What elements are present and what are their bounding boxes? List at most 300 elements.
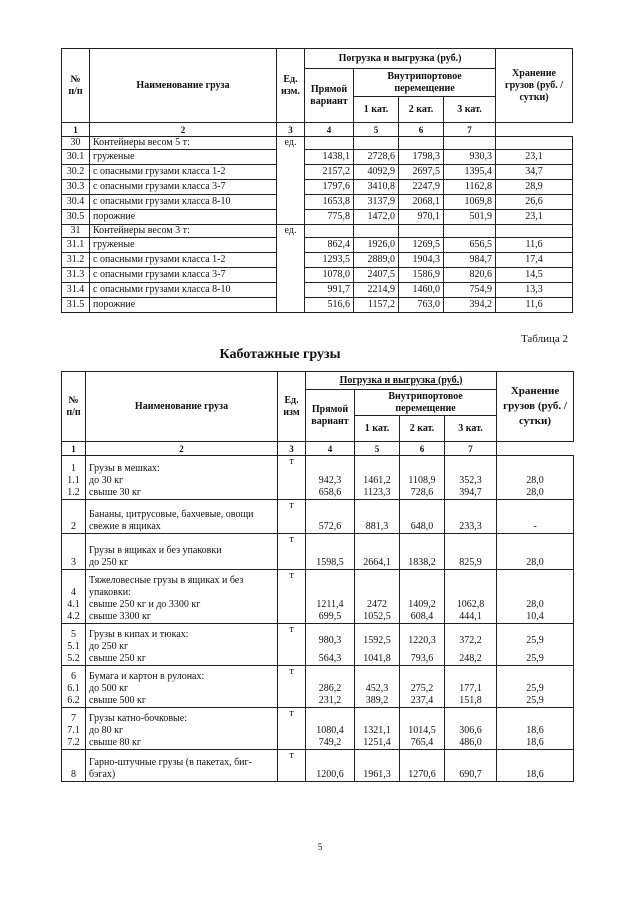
cargo-name: Грузы катно-бочковые:	[89, 713, 187, 724]
value: 25,9	[526, 683, 544, 694]
cargo-name: порожние	[90, 298, 277, 313]
unit-cell: т	[278, 750, 306, 782]
value-cell: 23,1	[496, 210, 573, 225]
header-internal: Внутрипортовое перемещение	[355, 390, 497, 416]
unit-cell: т	[278, 708, 306, 750]
coastal-cargo-table-body	[62, 456, 574, 782]
value: 980,3	[318, 635, 342, 646]
table-row	[62, 165, 573, 180]
value-cell: 516,6	[305, 298, 354, 313]
cargo-name: с опасными грузами класса 3-7	[90, 180, 277, 195]
value-cell: 2214,9	[354, 283, 399, 298]
table-row	[62, 268, 573, 283]
row-number-cell	[62, 570, 86, 624]
value-cell	[306, 708, 355, 750]
value-cell: 28,9	[496, 180, 573, 195]
cargo-name: свыше 30 кг	[89, 487, 141, 498]
table-row	[62, 570, 574, 624]
value-cell	[496, 225, 573, 238]
table-row	[62, 180, 573, 195]
cargo-name: Грузы в кипах и тюках:	[89, 629, 189, 640]
value: 1014,5	[408, 725, 436, 736]
value-cell	[497, 708, 574, 750]
cargo-name: Контейнеры весом 5 т:	[90, 137, 277, 150]
table-row	[62, 534, 574, 570]
value-cell	[400, 500, 445, 534]
value-cell: 1395,4	[444, 165, 496, 180]
value-cell: 1069,8	[444, 195, 496, 210]
value-cell: 656,5	[444, 238, 496, 253]
cargo-name: до 80 кг	[89, 725, 124, 736]
value: 286,2	[318, 683, 342, 694]
value-cell	[400, 570, 445, 624]
value: 1108,9	[408, 475, 436, 486]
cargo-name: до 500 кг	[89, 683, 129, 694]
value: 1270,6	[408, 769, 436, 780]
cargo-name: до 250 кг	[89, 641, 129, 652]
header-no: № п/п	[62, 372, 86, 442]
value-cell	[445, 570, 497, 624]
value: 1321,1	[363, 725, 391, 736]
row-number: 31.3	[62, 268, 90, 283]
row-number-cell	[62, 666, 86, 708]
cargo-name-cell	[86, 570, 278, 624]
value-cell	[444, 225, 496, 238]
value: 18,6	[526, 769, 544, 780]
unit-cell: т	[278, 666, 306, 708]
table-row	[62, 750, 574, 782]
value-cell: 1586,9	[399, 268, 444, 283]
value-cell	[445, 500, 497, 534]
row-number-cell	[62, 708, 86, 750]
value-cell	[355, 624, 400, 666]
cargo-name: до 250 кг	[89, 557, 129, 568]
value-cell: 991,7	[305, 283, 354, 298]
value-cell: 1269,5	[399, 238, 444, 253]
value-cell	[355, 456, 400, 500]
value: 2472	[367, 599, 387, 610]
value: 793,6	[410, 653, 434, 664]
value-cell: 14,5	[496, 268, 573, 283]
value: -	[533, 521, 537, 532]
value-cell: 17,4	[496, 253, 573, 268]
row-number: 8	[71, 769, 76, 780]
value: 881,3	[365, 521, 389, 532]
value-cell: 1460,0	[399, 283, 444, 298]
value-cell: 820,6	[444, 268, 496, 283]
value-cell: 3137,9	[354, 195, 399, 210]
value: 394,7	[459, 487, 482, 498]
value-cell	[306, 624, 355, 666]
value: 25,9	[526, 635, 544, 646]
cargo-name: до 30 кг	[89, 475, 124, 486]
value: 1052,5	[363, 611, 391, 622]
value-cell	[497, 750, 574, 782]
value: 25,9	[526, 695, 544, 706]
value-cell: 2728,6	[354, 150, 399, 165]
row-number: 1.1	[67, 475, 80, 486]
row-number: 31	[62, 225, 90, 238]
value: 699,5	[318, 611, 342, 622]
value-cell: 3410,8	[354, 180, 399, 195]
header-direct: Прямой вариант	[306, 390, 355, 442]
value-cell: 862,4	[305, 238, 354, 253]
value-cell	[306, 456, 355, 500]
value: 572,6	[318, 521, 342, 532]
value-cell	[305, 137, 354, 150]
header-unit: Ед. изм	[278, 372, 306, 442]
cargo-name: Гарно-штучные грузы (в пакетах, биг-	[89, 757, 252, 768]
value-cell: 1798,3	[399, 150, 444, 165]
value: 372,2	[459, 635, 482, 646]
header-loading: Погрузка и выгрузка (руб.)	[306, 372, 497, 390]
cargo-name: свыше 250 кг	[89, 653, 146, 664]
value: 18,6	[526, 725, 544, 736]
header-cat2: 2 кат.	[399, 97, 444, 123]
row-number: 30.3	[62, 180, 90, 195]
value: 1409,2	[408, 599, 436, 610]
row-number: 30.4	[62, 195, 90, 210]
cargo-name: свыше 500 кг	[89, 695, 146, 706]
value: 1592,5	[363, 635, 391, 646]
value-cell: 1797,6	[305, 180, 354, 195]
cargo-name: свыше 80 кг	[89, 737, 141, 748]
cargo-name: груженые	[90, 150, 277, 165]
cargo-name: свыше 3300 кг	[89, 611, 151, 622]
value: 1211,4	[316, 599, 344, 610]
cargo-name: с опасными грузами класса 3-7	[90, 268, 277, 283]
value-cell: 775,8	[305, 210, 354, 225]
value-cell: 501,9	[444, 210, 496, 225]
value-cell: 1162,8	[444, 180, 496, 195]
value-cell	[445, 456, 497, 500]
value-cell	[354, 225, 399, 238]
row-number: 6.2	[67, 695, 80, 706]
value-cell: 34,7	[496, 165, 573, 180]
row-number: 1	[71, 463, 76, 474]
row-number-cell	[62, 624, 86, 666]
cargo-name: груженые	[90, 238, 277, 253]
table-row	[62, 253, 573, 268]
cargo-name-cell	[86, 534, 278, 570]
value: 10,4	[526, 611, 544, 622]
cargo-name: Грузы в ящиках и без упаковки	[89, 545, 222, 556]
value-cell: 1438,1	[305, 150, 354, 165]
table-row	[62, 298, 573, 313]
cargo-name-cell	[86, 708, 278, 750]
header-name: Наименование груза	[90, 49, 277, 123]
value-cell	[497, 666, 574, 708]
value: 1838,2	[408, 557, 436, 568]
value-cell: 1904,3	[399, 253, 444, 268]
cargo-name: Контейнеры весом 3 т:	[90, 225, 277, 238]
value: 28,0	[526, 487, 544, 498]
value-cell	[445, 666, 497, 708]
value-cell: 1926,0	[354, 238, 399, 253]
cargo-name: Грузы в мешках:	[89, 463, 160, 474]
cargo-name-cell	[86, 750, 278, 782]
row-number: 4	[71, 587, 76, 598]
value: 749,2	[318, 737, 342, 748]
value: 2664,1	[363, 557, 391, 568]
row-number: 30.5	[62, 210, 90, 225]
cargo-name: свежие в ящиках	[89, 521, 161, 532]
value-cell	[445, 624, 497, 666]
value-cell	[497, 456, 574, 500]
value-cell	[306, 500, 355, 534]
cargo-name-cell	[86, 500, 278, 534]
unit-cell: ед.	[277, 137, 305, 225]
table-row	[62, 708, 574, 750]
row-number-cell	[62, 534, 86, 570]
value-cell	[399, 225, 444, 238]
header-direct: Прямой вариант	[305, 69, 354, 123]
value: 728,6	[410, 487, 434, 498]
value-cell: 2697,5	[399, 165, 444, 180]
value-cell	[496, 137, 573, 150]
cargo-name: Бумага и картон в рулонах:	[89, 671, 205, 682]
unit-cell: т	[278, 570, 306, 624]
table-row	[62, 195, 573, 210]
value: 658,6	[318, 487, 342, 498]
header-cat1: 1 кат.	[354, 97, 399, 123]
value-cell: 970,1	[399, 210, 444, 225]
value-cell	[497, 624, 574, 666]
value: 765,4	[410, 737, 434, 748]
row-number: 5.1	[67, 641, 80, 652]
value-cell	[355, 750, 400, 782]
value-cell	[400, 708, 445, 750]
value-cell	[497, 500, 574, 534]
header-internal: Внутрипортовое перемещение	[354, 69, 496, 97]
cargo-name-cell	[86, 456, 278, 500]
value-cell	[306, 750, 355, 782]
value-cell: 2247,9	[399, 180, 444, 195]
value-cell	[305, 225, 354, 238]
value: 1062,8	[456, 599, 485, 610]
value-cell	[400, 534, 445, 570]
value-cell	[355, 500, 400, 534]
row-number: 7.1	[67, 725, 80, 736]
value-cell: 11,6	[496, 298, 573, 313]
row-number: 2	[71, 521, 76, 532]
value-cell	[445, 750, 497, 782]
row-number: 30	[62, 137, 90, 150]
row-number: 3	[71, 557, 76, 568]
value: 608,4	[410, 611, 434, 622]
table-row	[62, 150, 573, 165]
cargo-name: упаковки:	[89, 587, 131, 598]
row-number: 31.1	[62, 238, 90, 253]
row-number: 31.5	[62, 298, 90, 313]
value-cell	[354, 137, 399, 150]
value-cell	[497, 534, 574, 570]
value: 942,3	[318, 475, 342, 486]
value-cell: 23,1	[496, 150, 573, 165]
unit-cell: т	[278, 534, 306, 570]
table-row	[62, 137, 573, 150]
value: 28,0	[526, 475, 544, 486]
cargo-name: с опасными грузами класса 8-10	[90, 195, 277, 210]
row-number-cell	[62, 750, 86, 782]
header-cat1: 1 кат.	[355, 416, 400, 442]
table-caption: Таблица 2	[520, 333, 568, 345]
cargo-name: свыше 250 кг и до 3300 кг	[89, 599, 201, 610]
unit-cell: т	[278, 624, 306, 666]
table-row	[62, 624, 574, 666]
value-cell: 394,2	[444, 298, 496, 313]
value-cell: 26,6	[496, 195, 573, 210]
value-cell: 2157,2	[305, 165, 354, 180]
header-loading: Погрузка и выгрузка (руб.)	[305, 49, 496, 69]
value: 648,0	[410, 521, 434, 532]
cargo-name: с опасными грузами класса 1-2	[90, 165, 277, 180]
header-cat3: 3 кат.	[445, 416, 497, 442]
row-number-cell	[62, 500, 86, 534]
unit-cell: ед.	[277, 225, 305, 313]
value-cell: 13,3	[496, 283, 573, 298]
value-cell	[306, 666, 355, 708]
row-number-cell	[62, 456, 86, 500]
value: 389,2	[365, 695, 389, 706]
value: 233,3	[459, 521, 482, 532]
value: 825,9	[459, 557, 482, 568]
value: 306,6	[459, 725, 482, 736]
value: 18,6	[526, 737, 544, 748]
value: 452,3	[365, 683, 389, 694]
value: 1220,3	[408, 635, 436, 646]
value-cell	[445, 534, 497, 570]
page-number: 5	[317, 842, 323, 852]
value: 151,8	[459, 695, 482, 706]
cargo-name: Тяжеловесные грузы в ящиках и без	[89, 575, 244, 586]
value: 444,1	[459, 611, 482, 622]
value: 352,3	[459, 475, 482, 486]
containers-table-body	[62, 137, 573, 313]
value-cell: 11,6	[496, 238, 573, 253]
row-number: 30.1	[62, 150, 90, 165]
value-cell	[355, 570, 400, 624]
value: 1041,8	[363, 653, 391, 664]
value: 486,0	[459, 737, 482, 748]
value-cell	[399, 137, 444, 150]
value: 231,2	[318, 695, 342, 706]
header-storage: Хранение грузов (руб. /сутки)	[496, 49, 573, 123]
row-number: 31.2	[62, 253, 90, 268]
row-number: 7.2	[67, 737, 80, 748]
row-number: 30.2	[62, 165, 90, 180]
value: 177,1	[459, 683, 482, 694]
table-row	[62, 456, 574, 500]
header-name: Наименование груза	[86, 372, 278, 442]
value-cell: 754,9	[444, 283, 496, 298]
value: 275,2	[410, 683, 434, 694]
value-cell	[400, 624, 445, 666]
value-cell	[355, 666, 400, 708]
cargo-name-cell	[86, 666, 278, 708]
row-number: 5.2	[67, 653, 80, 664]
cargo-name: Бананы, цитрусовые, бахчевые, овощи	[89, 509, 254, 520]
value: 1461,2	[363, 475, 391, 486]
coastal-cargo-table	[61, 371, 574, 782]
value: 1200,6	[316, 769, 344, 780]
value: 28,0	[526, 599, 544, 610]
value-cell: 1293,5	[305, 253, 354, 268]
table-row	[62, 283, 573, 298]
value: 248,2	[459, 653, 482, 664]
value-cell: 1078,0	[305, 268, 354, 283]
row-number: 7	[71, 713, 76, 724]
value: 1123,3	[363, 487, 391, 498]
header-cat3: 3 кат.	[444, 97, 496, 123]
row-number: 1.2	[67, 487, 80, 498]
value-cell: 2068,1	[399, 195, 444, 210]
value-cell: 2889,0	[354, 253, 399, 268]
value-cell	[400, 666, 445, 708]
table-title: Каботажные грузы	[219, 347, 341, 362]
table-row	[62, 238, 573, 253]
cargo-name-cell	[86, 624, 278, 666]
header-storage: Хранение грузов (руб. /сутки)	[497, 372, 574, 442]
value: 25,9	[526, 653, 544, 664]
cargo-name: с опасными грузами класса 1-2	[90, 253, 277, 268]
header-cat2: 2 кат.	[400, 416, 445, 442]
value-cell	[400, 456, 445, 500]
value-cell	[497, 570, 574, 624]
value-cell	[306, 570, 355, 624]
value-cell: 1653,8	[305, 195, 354, 210]
value-cell: 763,0	[399, 298, 444, 313]
column-number-row: 1 2 3 4 5 6 7	[62, 123, 573, 137]
table-row	[62, 666, 574, 708]
value: 1251,4	[363, 737, 391, 748]
column-number-row: 1 2 3 4 5 6 7	[62, 442, 574, 456]
value: 237,4	[410, 695, 434, 706]
value-cell: 984,7	[444, 253, 496, 268]
value: 1961,3	[363, 769, 391, 780]
value: 28,0	[526, 557, 544, 568]
table-row	[62, 210, 573, 225]
value-cell	[400, 750, 445, 782]
row-number: 5	[71, 629, 76, 640]
value-cell	[355, 534, 400, 570]
row-number: 6	[71, 671, 76, 682]
table-row	[62, 500, 574, 534]
value: 690,7	[459, 769, 482, 780]
value: 1598,5	[316, 557, 344, 568]
value: 564,3	[318, 653, 342, 664]
value-cell	[355, 708, 400, 750]
table-row	[62, 225, 573, 238]
value-cell	[306, 534, 355, 570]
row-number: 31.4	[62, 283, 90, 298]
header-unit: Ед. изм.	[277, 49, 305, 123]
cargo-name: бэгах)	[89, 769, 116, 780]
header-no: № п/п	[62, 49, 90, 123]
value-cell: 1157,2	[354, 298, 399, 313]
value-cell: 4092,9	[354, 165, 399, 180]
value-cell	[445, 708, 497, 750]
cargo-name: порожние	[90, 210, 277, 225]
value-cell	[444, 137, 496, 150]
value-cell: 2407,5	[354, 268, 399, 283]
unit-cell: т	[278, 500, 306, 534]
row-number: 4.1	[67, 599, 80, 610]
value-cell: 930,3	[444, 150, 496, 165]
row-number: 6.1	[67, 683, 80, 694]
row-number: 4.2	[67, 611, 80, 622]
cargo-name: с опасными грузами класса 8-10	[90, 283, 277, 298]
